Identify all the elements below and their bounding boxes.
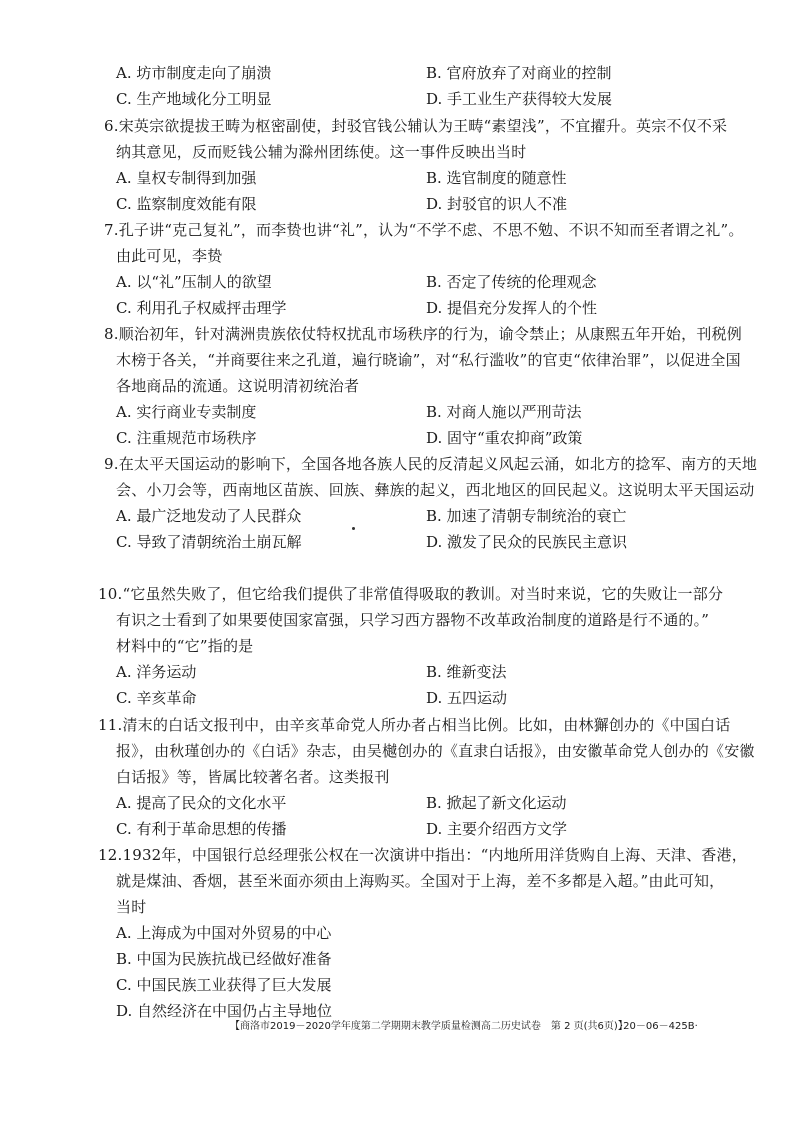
q10-stem-line-1: 10.“它虽然失败了，但它给我们提供了非常值得吸取的教训。对当时来说，它的失败让一部分 <box>98 585 724 603</box>
q8-stem-line-1: 8.顺治初年，针对满洲贵族依仗特权扰乱市场秩序的行为，谕令禁止；从康熙五年开始，刊税例 <box>104 325 742 343</box>
q5-option-b: B. 官府放弃了对商业的控制 <box>426 64 612 82</box>
footer-exam-info: 【商洛市2019－2020学年度第二学期期末教学质量检测高二历史试卷 第 2 页(共6页)】 <box>230 1021 628 1032</box>
q12-option-d: D. 自然经济在中国仍占主导地位 <box>116 1002 333 1020</box>
q5-option-a: A. 坊市制度走向了崩溃 <box>116 64 272 82</box>
q8-stem-line-2: 木榜于各关，“并商要往来之孔道，遍行晓谕”，对“私行滥收”的官吏“依律治罪”，以促进全国 <box>116 351 741 369</box>
q11-option-d: D. 主要介绍西方文学 <box>426 820 568 838</box>
q12-stem-line-2: 就是煤油、香烟，甚至米面亦须由上海购买。全国对于上海，差不多都是入超。”由此可知， <box>116 872 725 890</box>
q11-stem-line-3: 白话报》等，皆属比较著名者。这类报刊 <box>116 768 390 786</box>
q6-option-b: B. 选官制度的随意性 <box>426 169 567 187</box>
q5-option-d: D. 手工业生产获得较大发展 <box>426 90 613 108</box>
q9-stem-line-2: 会、小刀会等，西南地区苗族、回族、彝族的起义，西北地区的回民起义。这说明太平天国运动 <box>116 481 755 499</box>
q6-stem-line-2: 纳其意见，反而贬钱公辅为滁州团练使。这一事件反映出当时 <box>116 143 527 161</box>
q6-option-d: D. 封驳官的识人不准 <box>426 195 568 213</box>
q10-option-d: D. 五四运动 <box>426 689 508 707</box>
q7-stem-line-2: 由此可见，李贽 <box>116 247 223 265</box>
q9-stem-line-1: 9.在太平天国运动的影响下，全国各地各族人民的反清起义风起云涌，如北方的捻军、南方的天地 <box>104 455 758 473</box>
q10-stem-line-2: 有识之士看到了如果要使国家富强，只学习西方器物不改革政治制度的道路是行不通的。” <box>116 611 710 629</box>
q11-stem-line-2: 报》，由秋瑾创办的《白话》杂志，由吴樾创办的《直隶白话报》，由安徽革命党人创办的《安徽 <box>116 742 755 760</box>
q12-option-b: B. 中国为民族抗战已经做好准备 <box>116 950 332 968</box>
q10-stem-line-3: 材料中的“它”指的是 <box>116 637 254 655</box>
q6-stem-line-1: 6.宋英宗欲提拔王畴为枢密副使，封驳官钱公辅认为王畴“素望浅”，不宜擢升。英宗不仅不采 <box>104 117 728 135</box>
q10-option-a: A. 洋务运动 <box>116 663 197 681</box>
q7-stem-line-1: 7.孔子讲“克己复礼”，而李贽也讲“礼”，认为“不学不虑、不思不勉、不识不知而至者谓之礼”。 <box>104 221 744 239</box>
footer-exam-code: ·20－06－425B· <box>620 1021 698 1032</box>
q9-option-b: B. 加速了清朝专制统治的衰亡 <box>426 507 627 525</box>
q11-option-a: A. 提高了民众的文化水平 <box>116 794 287 812</box>
q11-stem-line-1: 11.清末的白话文报刊中，由辛亥革命党人所办者占相当比例。比如，由林獬创办的《中国白话 <box>98 716 731 734</box>
q7-option-c: C. 利用孔子权威抨击理学 <box>116 299 287 317</box>
q11-option-b: B. 掀起了新文化运动 <box>426 794 567 812</box>
q11-option-c: C. 有利于革命思想的传播 <box>116 820 287 838</box>
q8-option-c: C. 注重规范市场秩序 <box>116 429 257 447</box>
q8-option-a: A. 实行商业专卖制度 <box>116 403 257 421</box>
q8-option-d: D. 固守“重农抑商”政策 <box>426 429 583 447</box>
q9-option-c: C. 导致了清朝统治土崩瓦解 <box>116 533 302 551</box>
q12-stem-line-1: 12.1932年，中国银行总经理张公权在一次演讲中指出：“内地所用洋货购自上海、天津、香港， <box>98 846 747 864</box>
q7-option-a: A. 以“礼”压制人的欲望 <box>116 273 272 291</box>
q9-option-d: D. 激发了民众的民族民主意识 <box>426 533 628 551</box>
q10-option-b: B. 维新变法 <box>426 663 507 681</box>
q8-stem-line-3: 各地商品的流通。这说明清初统治者 <box>116 377 360 395</box>
q12-option-a: A. 上海成为中国对外贸易的中心 <box>116 924 332 942</box>
q9-option-a: A. 最广泛地发动了人民群众 <box>116 507 302 525</box>
q7-option-b: B. 否定了传统的伦理观念 <box>426 273 597 291</box>
q8-option-b: B. 对商人施以严刑苛法 <box>426 403 582 421</box>
q10-option-c: C. 辛亥革命 <box>116 689 197 707</box>
q6-option-a: A. 皇权专制得到加强 <box>116 169 257 187</box>
scan-speck <box>352 527 355 530</box>
q12-stem-line-3: 当时 <box>116 898 147 916</box>
q12-option-c: C. 中国民族工业获得了巨大发展 <box>116 976 332 994</box>
q7-option-d: D. 提倡充分发挥人的个性 <box>426 299 598 317</box>
q6-option-c: C. 监察制度效能有限 <box>116 195 257 213</box>
q5-option-c: C. 生产地域化分工明显 <box>116 90 272 108</box>
